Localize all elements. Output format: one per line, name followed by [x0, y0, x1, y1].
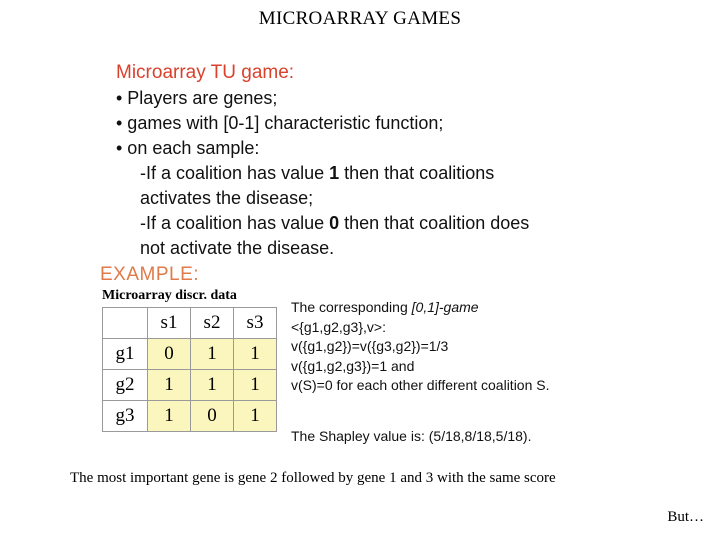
- table-cell: 1: [191, 370, 234, 401]
- game-line: v({g1,g2})=v({g3,g2})=1/3: [291, 338, 449, 354]
- table-row: [103, 339, 277, 370]
- bullet-item: • Players are genes;: [116, 88, 278, 108]
- footer-text: But…: [667, 509, 704, 525]
- table-cell: 1: [148, 370, 191, 401]
- table-cell: 1: [191, 339, 234, 370]
- shapley-value-text: The Shapley value is: (5/18,8/18,5/18).: [291, 428, 532, 444]
- table-cell: 0: [148, 339, 191, 370]
- row-label: g1: [103, 339, 148, 370]
- table-title: Microarray discr. data: [102, 288, 237, 303]
- table-header-row: [103, 308, 277, 339]
- sub-line: -If a coalition has value 1 then that coalitions: [140, 163, 495, 183]
- sub-line: not activate the disease.: [140, 238, 335, 258]
- table-header-cell: s3: [234, 308, 277, 339]
- table-cell: 1: [234, 370, 277, 401]
- table-cell: 1: [234, 339, 277, 370]
- bullet-item: • games with [0-1] characteristic function;: [116, 113, 444, 133]
- table-row: [103, 401, 277, 432]
- bullet-list: [116, 86, 529, 261]
- row-label: g3: [103, 401, 148, 432]
- row-label: g2: [103, 370, 148, 401]
- game-line: v({g1,g2,g3})=1 and: [291, 357, 415, 374]
- table-header-cell: s1: [148, 308, 191, 339]
- table-header-cell: [103, 308, 148, 339]
- conclusion-text: The most important gene is gene 2 followed by gene 1 and 3 with the same score: [70, 470, 556, 486]
- tu-game-heading: Microarray TU game:: [116, 62, 295, 83]
- game-line: The corresponding [0,1]-game: [291, 299, 479, 315]
- game-line: v(S)=0 for each other different coalition S.: [291, 377, 550, 393]
- table-cell: 1: [148, 401, 191, 432]
- sub-line: activates the disease;: [140, 188, 314, 208]
- table-cell: 1: [234, 401, 277, 432]
- bullet-item: • on each sample:: [116, 138, 260, 158]
- microarray-table: [102, 307, 277, 432]
- game-line: <{g1,g2,g3},v>:: [291, 318, 386, 335]
- example-heading: EXAMPLE:: [100, 264, 200, 285]
- table-row: [103, 370, 277, 401]
- game-description: [291, 298, 550, 396]
- table-header-cell: s2: [191, 308, 234, 339]
- page-title: MICROARRAY GAMES: [258, 8, 462, 29]
- table-cell: 0: [191, 401, 234, 432]
- sub-line: -If a coalition has value 0 then that coalition does: [140, 213, 530, 233]
